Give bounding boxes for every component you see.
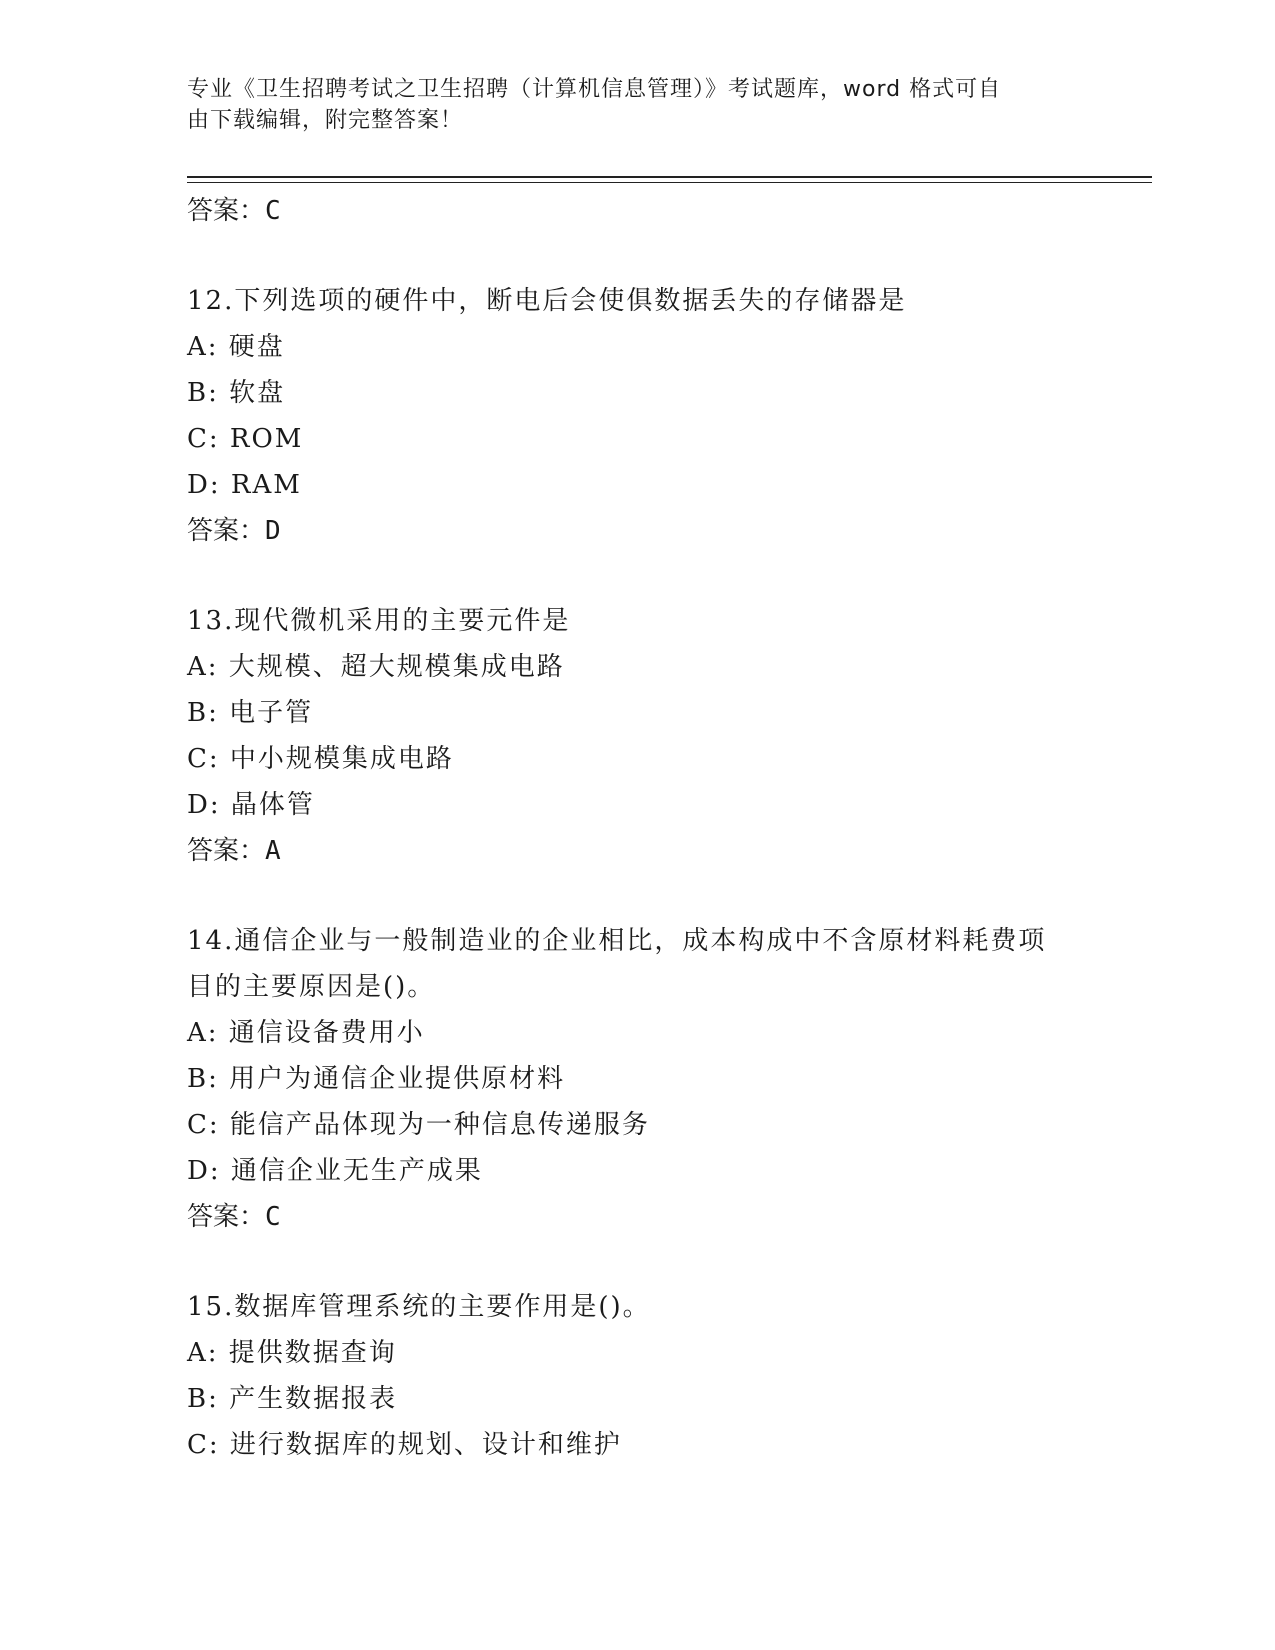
option-b-12: B: 软盘 bbox=[187, 378, 286, 408]
question-block-12 bbox=[187, 278, 1087, 554]
option-d-14: D: 通信企业无生产成果 bbox=[187, 1156, 483, 1186]
option-a-14: A: 通信设备费用小 bbox=[187, 1018, 425, 1048]
header-divider-thick bbox=[187, 176, 1152, 178]
question-text-15: 15.数据库管理系统的主要作用是()。 bbox=[187, 1292, 651, 1322]
question-list bbox=[187, 188, 1087, 1468]
spacer bbox=[187, 1240, 1087, 1284]
option-b-13: B: 电子管 bbox=[187, 698, 314, 728]
header-line-1: 专业《卫生招聘考试之卫生招聘（计算机信息管理）》考试题库，word 格式可自 bbox=[187, 77, 1002, 102]
answer-line-12: 答案：D bbox=[187, 516, 281, 546]
header-divider-thin bbox=[187, 182, 1152, 183]
option-a-13: A: 大规模、超大规模集成电路 bbox=[187, 652, 565, 682]
question-text-14-line1: 14.通信企业与一般制造业的企业相比，成本构成中不含原材料耗费项 bbox=[187, 926, 1047, 956]
document-header bbox=[187, 74, 1087, 136]
answer-line-prev: 答案：C bbox=[187, 196, 281, 226]
question-text-12: 12.下列选项的硬件中，断电后会使俱数据丢失的存储器是 bbox=[187, 286, 907, 316]
option-b-14: B: 用户为通信企业提供原材料 bbox=[187, 1064, 566, 1094]
question-text-14-line2: 目的主要原因是()。 bbox=[187, 972, 436, 1002]
answer-line-13: 答案：A bbox=[187, 836, 281, 866]
spacer bbox=[187, 874, 1087, 918]
option-d-13: D: 晶体管 bbox=[187, 790, 315, 820]
option-c-13: C: 中小规模集成电路 bbox=[187, 744, 454, 774]
option-d-12: D: RAM bbox=[187, 470, 302, 500]
option-a-15: A: 提供数据查询 bbox=[187, 1338, 397, 1368]
spacer bbox=[187, 234, 1087, 278]
answer-line-14: 答案：C bbox=[187, 1202, 281, 1232]
option-b-15: B: 产生数据报表 bbox=[187, 1384, 398, 1414]
option-c-14: C: 能信产品体现为一种信息传递服务 bbox=[187, 1110, 650, 1140]
spacer bbox=[187, 554, 1087, 598]
question-block-14 bbox=[187, 918, 1087, 1240]
option-c-15: C: 进行数据库的规划、设计和维护 bbox=[187, 1430, 622, 1460]
question-text-13: 13.现代微机采用的主要元件是 bbox=[187, 606, 571, 636]
question-block-13 bbox=[187, 598, 1087, 874]
option-c-12: C: ROM bbox=[187, 424, 304, 454]
option-a-12: A: 硬盘 bbox=[187, 332, 285, 362]
header-line-2: 由下载编辑，附完整答案！ bbox=[187, 108, 464, 133]
question-block-15 bbox=[187, 1284, 1087, 1468]
